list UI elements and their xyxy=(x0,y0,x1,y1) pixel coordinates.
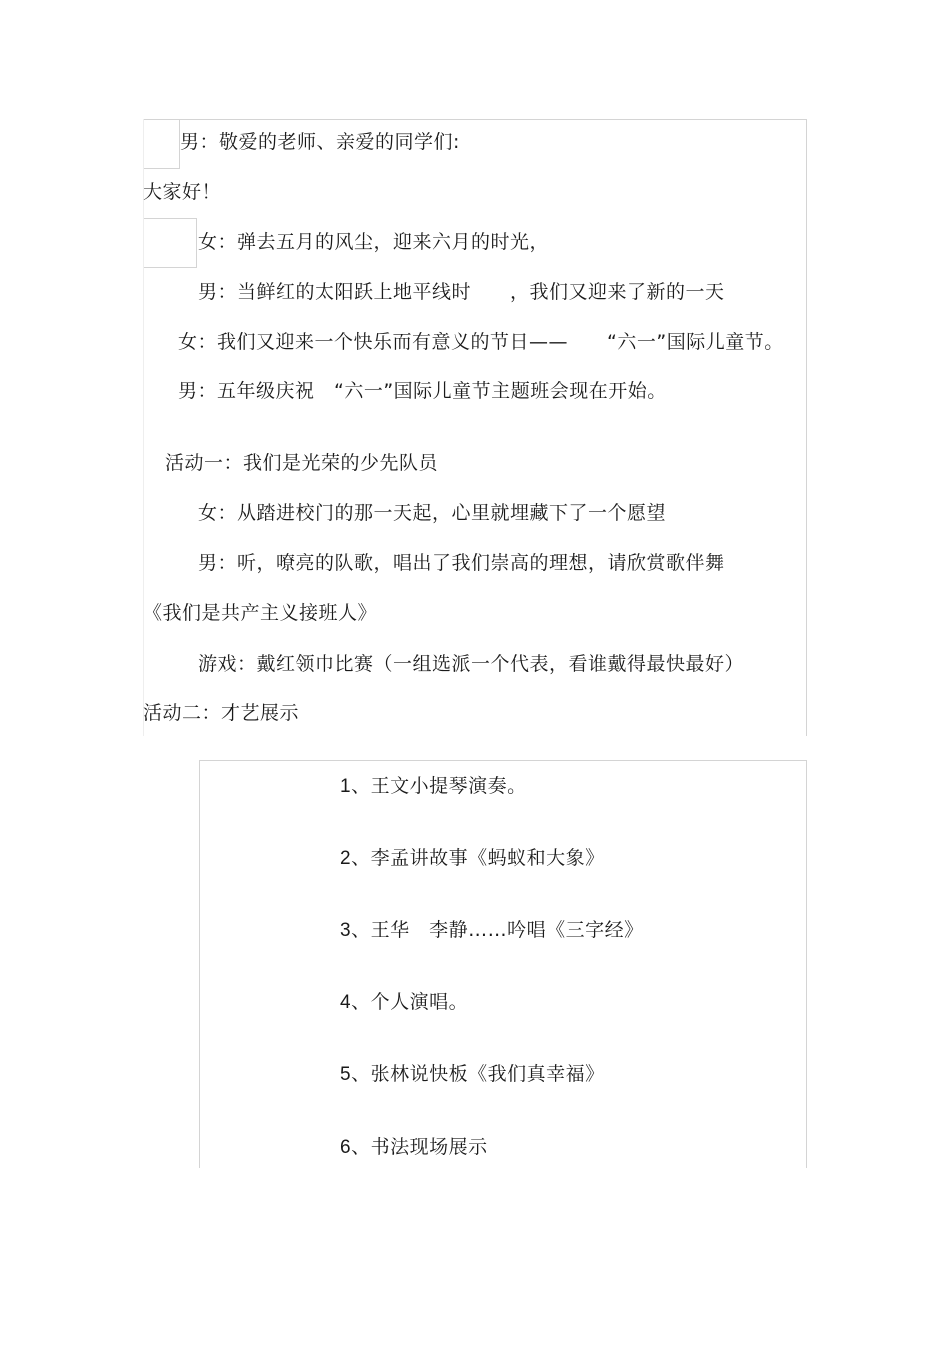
program-item-number: 6 xyxy=(340,1137,352,1158)
program-item xyxy=(340,989,468,1016)
script-line: 女：我们又迎来一个快乐而有意义的节日—— “六一”国际儿童节。 xyxy=(178,331,784,353)
script-line: 《我们是共产主义接班人》 xyxy=(143,602,378,624)
program-box-left xyxy=(199,760,200,1168)
program-item-number: 2 xyxy=(340,848,352,869)
program-item-number: 3 xyxy=(340,920,352,941)
program-item-number: 1 xyxy=(340,776,352,797)
script-line: 男：听，嘹亮的队歌，唱出了我们崇高的理想，请欣赏歌伴舞 xyxy=(198,552,725,574)
script-line: 男：五年级庆祝 “六一”国际儿童节主题班会现在开始。 xyxy=(178,380,667,402)
program-item-number: 5 xyxy=(340,1064,352,1085)
program-item-text: 、李孟讲故事《蚂蚁和大象》 xyxy=(351,847,605,869)
script-line: 女：弹去五月的风尘，迎来六月的时光， xyxy=(198,231,550,253)
program-item xyxy=(340,1134,488,1161)
script-line: 女：从踏进校门的那一天起，心里就埋藏下了一个愿望 xyxy=(198,502,667,524)
program-item xyxy=(340,773,527,800)
program-box-top xyxy=(199,760,807,761)
program-box-right xyxy=(806,760,807,1168)
program-item-number: 4 xyxy=(340,992,352,1013)
section-heading: 活动一：我们是光荣的少先队员 xyxy=(165,452,439,474)
program-item xyxy=(340,1061,605,1088)
script-line: 游戏：戴红领巾比赛（一组选派一个代表，看谁戴得最快最好） xyxy=(198,653,745,675)
program-item-text: 、王华 李静……吟唱《三字经》 xyxy=(351,919,644,941)
section-heading: 活动二：才艺展示 xyxy=(143,702,300,724)
script-line: 男：当鲜红的太阳跃上地平线时 ，我们又迎来了新的一天 xyxy=(198,281,725,303)
frame-left-line xyxy=(143,119,144,736)
script-line: 大家好！ xyxy=(143,181,222,203)
frame-notch-2-top xyxy=(143,218,196,219)
frame-top-line xyxy=(143,119,807,120)
frame-notch-2-h xyxy=(143,267,197,268)
program-item-text: 、个人演唱。 xyxy=(351,991,469,1013)
frame-right-line xyxy=(806,119,807,736)
frame-notch-2-v xyxy=(196,218,197,268)
program-item-text: 、王文小提琴演奏。 xyxy=(351,775,527,797)
program-item-text: 、书法现场展示 xyxy=(351,1136,488,1158)
program-item xyxy=(340,845,605,872)
frame-notch-1-h xyxy=(143,168,180,169)
script-line: 男：敬爱的老师、亲爱的同学们: xyxy=(180,131,460,153)
program-item-text: 、张林说快板《我们真幸福》 xyxy=(351,1063,605,1085)
program-item xyxy=(340,917,644,944)
